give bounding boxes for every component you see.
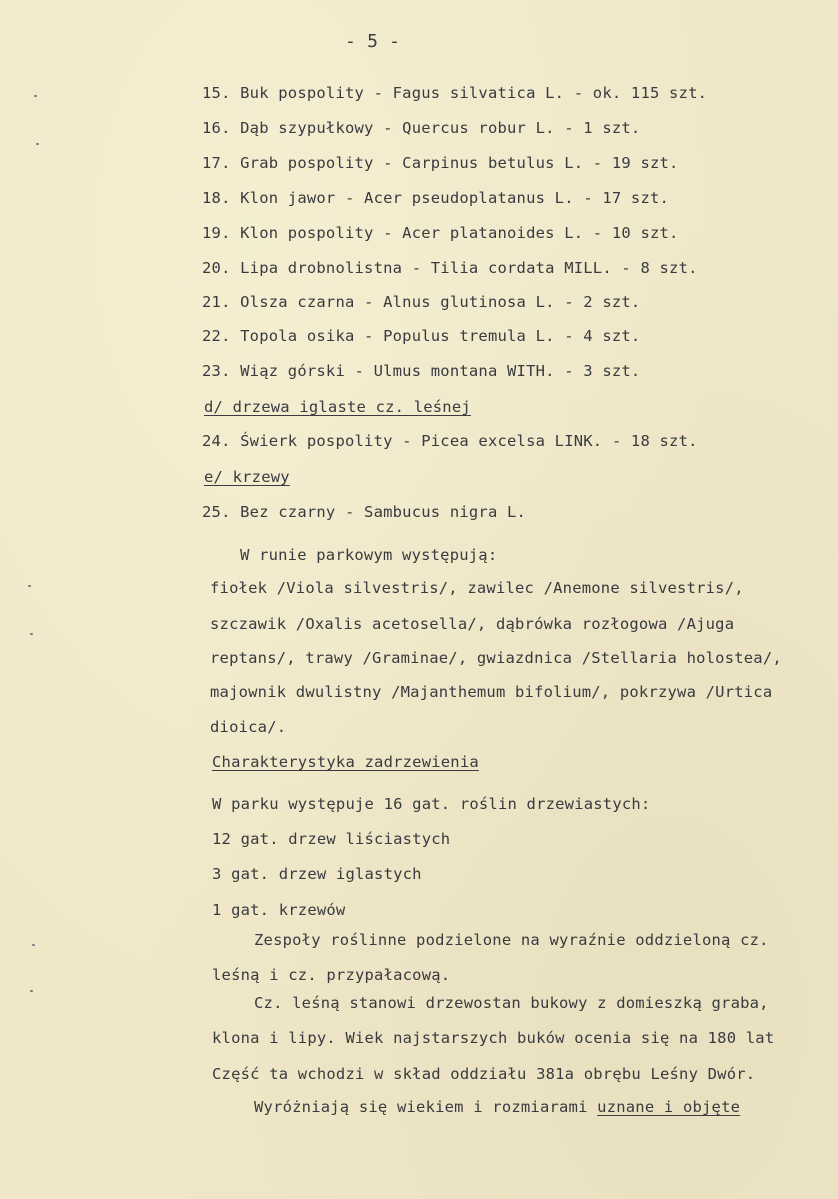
paragraph-text: Wyróżniają się wiekiem i rozmiarami (254, 1098, 598, 1116)
undergrowth-intro: W runie parkowym występują: (240, 546, 498, 564)
page-number: - 5 - (345, 31, 401, 52)
paragraph-line: W parku występuje 16 gat. roślin drzewiastych: (212, 795, 651, 813)
underlined-text: uznane i objęte (597, 1098, 741, 1116)
list-item: 17. Grab pospolity - Carpinus betulus L. - 19 szt. (202, 154, 679, 172)
list-item: 24. Świerk pospolity - Picea excelsa LINK. - 18 szt. (202, 432, 698, 450)
paragraph-line: 3 gat. drzew iglastych (212, 865, 422, 883)
margin-mark (30, 633, 33, 635)
section-heading-conifers: d/ drzewa iglaste cz. leśnej (204, 398, 471, 416)
list-item: 16. Dąb szypułkowy - Quercus robur L. - 1 szt. (202, 119, 641, 137)
paragraph-line: majownik dwulistny /Majanthemum bifolium/, pokrzywa /Urtica (210, 683, 773, 701)
section-heading-shrubs: e/ krzewy (204, 468, 290, 486)
list-item: 25. Bez czarny - Sambucus nigra L. (202, 503, 527, 521)
list-item: 22. Topola osika - Populus tremula L. - 4 szt. (202, 327, 641, 345)
paragraph-line: reptans/, trawy /Graminae/, gwiazdnica /Stellaria holostea/, (210, 649, 782, 667)
paragraph-line: Zespoły roślinne podzielone na wyraźnie oddzieloną cz. (254, 931, 769, 949)
margin-mark (36, 143, 39, 145)
margin-mark (28, 585, 31, 587)
paragraph-line: klona i lipy. Wiek najstarszych buków ocenia się na 180 lat (212, 1029, 775, 1047)
margin-mark (32, 944, 35, 946)
list-item: 20. Lipa drobnolistna - Tilia cordata MILL. - 8 szt. (202, 259, 698, 277)
paragraph-line-last (254, 1097, 740, 1117)
paragraph-line: dioica/. (210, 718, 287, 736)
list-item: 18. Klon jawor - Acer pseudoplatanus L. - 17 szt. (202, 189, 670, 207)
list-item: 21. Olsza czarna - Alnus glutinosa L. - 2 szt. (202, 293, 641, 311)
paragraph-line: 1 gat. krzewów (212, 901, 346, 919)
paragraph-line: fiołek /Viola silvestris/, zawilec /Anemone silvestris/, (210, 579, 744, 597)
list-item: 15. Buk pospolity - Fagus silvatica L. - ok. 115 szt. (202, 84, 708, 102)
paragraph-line: Część ta wchodzi w skład oddziału 381a obrębu Leśny Dwór. (212, 1065, 756, 1083)
list-item: 23. Wiąz górski - Ulmus montana WITH. - 3 szt. (202, 362, 641, 380)
section-heading-characteristics: Charakterystyka zadrzewienia (212, 753, 479, 771)
paragraph-line: leśną i cz. przypałacową. (212, 966, 451, 984)
list-item: 19. Klon pospolity - Acer platanoides L. - 10 szt. (202, 224, 679, 242)
paragraph-line: Cz. leśną stanowi drzewostan bukowy z domieszką graba, (254, 994, 769, 1012)
margin-mark (30, 990, 33, 992)
paragraph-line: szczawik /Oxalis acetosella/, dąbrówka rozłogowa /Ajuga (210, 615, 735, 633)
margin-mark (34, 95, 37, 97)
paragraph-line: 12 gat. drzew liściastych (212, 830, 451, 848)
